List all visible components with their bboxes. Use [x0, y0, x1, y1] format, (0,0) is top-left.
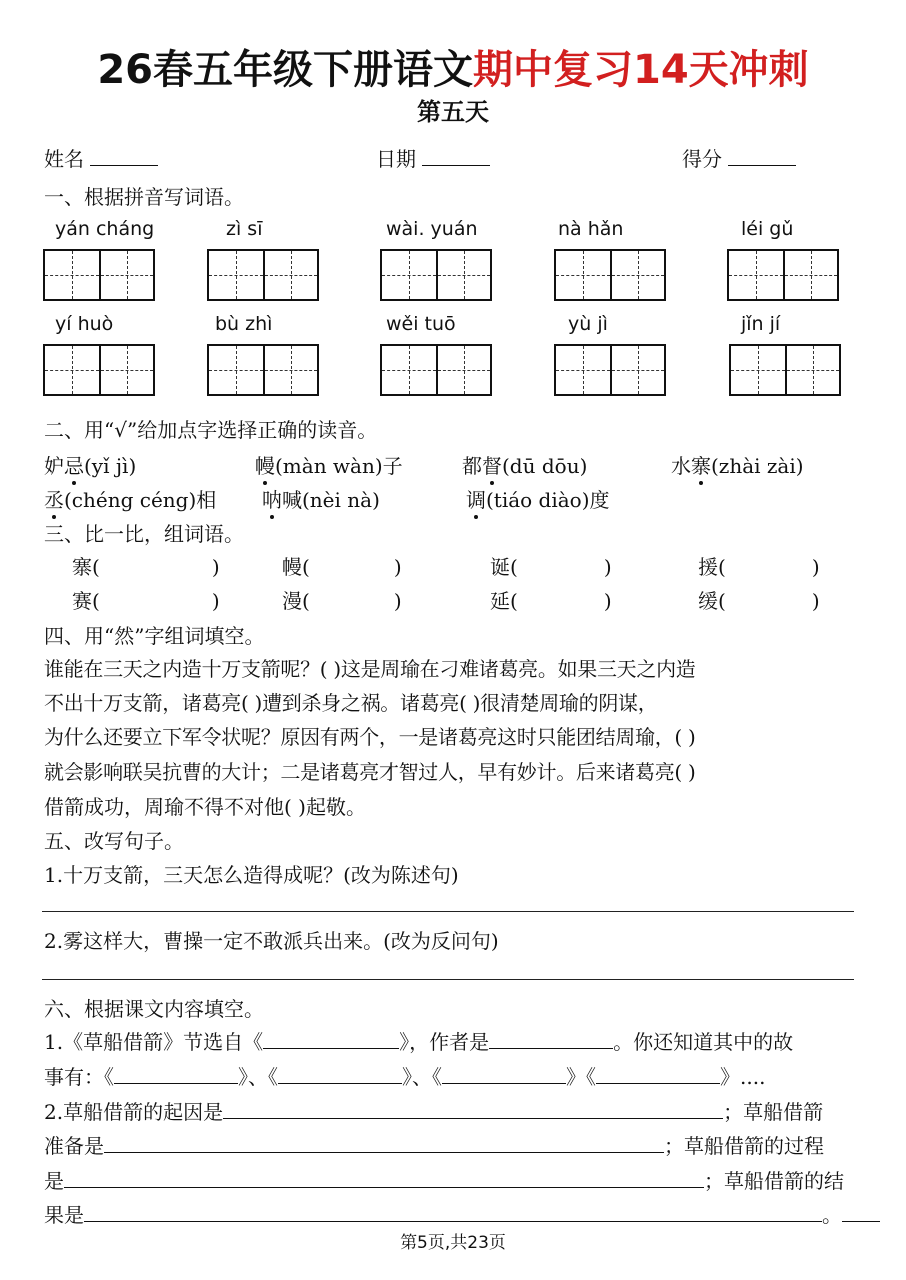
passage-line: 借箭成功，周瑜不得不对他( )起敬。 — [44, 795, 366, 819]
compare-item[interactable]: 赛( ) — [72, 589, 220, 613]
reading-item[interactable]: 丞(chéng céng)相 — [44, 484, 216, 513]
rewrite-question-2: 2.雾这样大，曹操一定不敢派兵出来。(改为反问句) — [44, 929, 499, 953]
writing-grid[interactable] — [380, 249, 492, 301]
pinyin-label: yù jì — [568, 313, 608, 335]
page-number: 第5页,共23页 — [400, 1233, 506, 1253]
pinyin-label: yán cháng — [55, 218, 155, 240]
writing-grid[interactable] — [554, 344, 666, 396]
title-red: 期中复习14天冲刺 — [473, 47, 809, 93]
section3-heading: 三、比一比，组词语。 — [44, 522, 244, 546]
writing-grid[interactable] — [380, 344, 492, 396]
score-field[interactable]: 得分 — [682, 143, 796, 172]
day-label: 第五天 — [417, 98, 489, 126]
passage-line: 不出十万支箭，诸葛亮( )遭到杀身之祸。诸葛亮( )很清楚周瑜的阴谋， — [44, 691, 658, 715]
pinyin-label: jǐn jí — [741, 313, 781, 335]
fill-line-4[interactable]: 准备是 ；草船借箭的过程 — [44, 1134, 824, 1158]
pinyin-label: zì sī — [226, 218, 263, 240]
fill-line-3[interactable]: 2.草船借箭的起因是 ；草船借箭 — [44, 1100, 824, 1124]
reading-item[interactable]: 水寨(zhài zài) — [671, 450, 804, 479]
section5-heading: 五、改写句子。 — [44, 829, 184, 853]
answer-line[interactable] — [42, 979, 854, 980]
compare-item[interactable]: 援( ) — [698, 555, 820, 579]
section1-heading: 一、根据拼音写词语。 — [44, 185, 244, 209]
section2-heading: 二、用“√”给加点字选择正确的读音。 — [44, 418, 378, 442]
section4-heading: 四、用“然”字组词填空。 — [44, 624, 265, 648]
writing-grid[interactable] — [207, 344, 319, 396]
answer-line[interactable] — [42, 911, 854, 912]
passage-line: 谁能在三天之内造十万支箭呢？( )这是周瑜在刁难诸葛亮。如果三天之内造 — [44, 657, 696, 681]
pinyin-label: léi gǔ — [741, 218, 794, 240]
date-field[interactable]: 日期 — [376, 143, 490, 172]
writing-grid[interactable] — [43, 344, 155, 396]
writing-grid[interactable] — [43, 249, 155, 301]
rewrite-question-1: 1.十万支箭，三天怎么造得成呢？(改为陈述句) — [44, 863, 459, 887]
writing-grid[interactable] — [729, 344, 841, 396]
pinyin-label: yí huò — [55, 313, 114, 335]
writing-grid[interactable] — [554, 249, 666, 301]
fill-line-2[interactable]: 事有：《 》、《 》、《 》《 》.... — [44, 1065, 766, 1089]
name-field[interactable]: 姓名 — [44, 143, 158, 172]
reading-item[interactable]: 幔(màn wàn)子 — [255, 450, 403, 479]
reading-item[interactable]: 妒忌(yǐ jì) — [44, 450, 136, 479]
compare-item[interactable]: 幔( ) — [282, 555, 402, 579]
reading-item[interactable]: 呐喊(nèi nà) — [262, 484, 380, 513]
pinyin-label: nà hǎn — [558, 218, 624, 240]
writing-grid[interactable] — [207, 249, 319, 301]
writing-grid[interactable] — [727, 249, 839, 301]
pinyin-label: bù zhì — [215, 313, 273, 335]
reading-item[interactable]: 都督(dū dōu) — [462, 450, 587, 479]
reading-item[interactable]: 调(tiáo diào)度 — [466, 484, 610, 513]
compare-item[interactable]: 延( ) — [490, 589, 612, 613]
page-title — [0, 38, 906, 95]
section6-heading: 六、根据课文内容填空。 — [44, 997, 264, 1021]
compare-item[interactable]: 缓( ) — [698, 589, 820, 613]
fill-line-6[interactable]: 果是 。 — [44, 1199, 880, 1228]
passage-line: 就会影响联吴抗曹的大计；二是诸葛亮才智过人，早有妙计。后来诸葛亮( ) — [44, 760, 696, 784]
compare-item[interactable]: 诞( ) — [490, 555, 612, 579]
compare-item[interactable]: 漫( ) — [282, 589, 402, 613]
pinyin-label: wěi tuō — [386, 313, 456, 335]
fill-line-1[interactable]: 1.《草船借箭》节选自《 》，作者是 。你还知道其中的故 — [44, 1030, 794, 1054]
title-black: 26春五年级下册语文 — [97, 47, 473, 93]
compare-item[interactable]: 寨( ) — [72, 555, 220, 579]
passage-line: 为什么还要立下军令状呢？原因有两个，一是诸葛亮这时只能团结周瑜，( ) — [44, 725, 696, 749]
fill-line-5[interactable]: 是 ；草船借箭的结 — [44, 1169, 844, 1193]
pinyin-label: wài. yuán — [386, 218, 478, 240]
